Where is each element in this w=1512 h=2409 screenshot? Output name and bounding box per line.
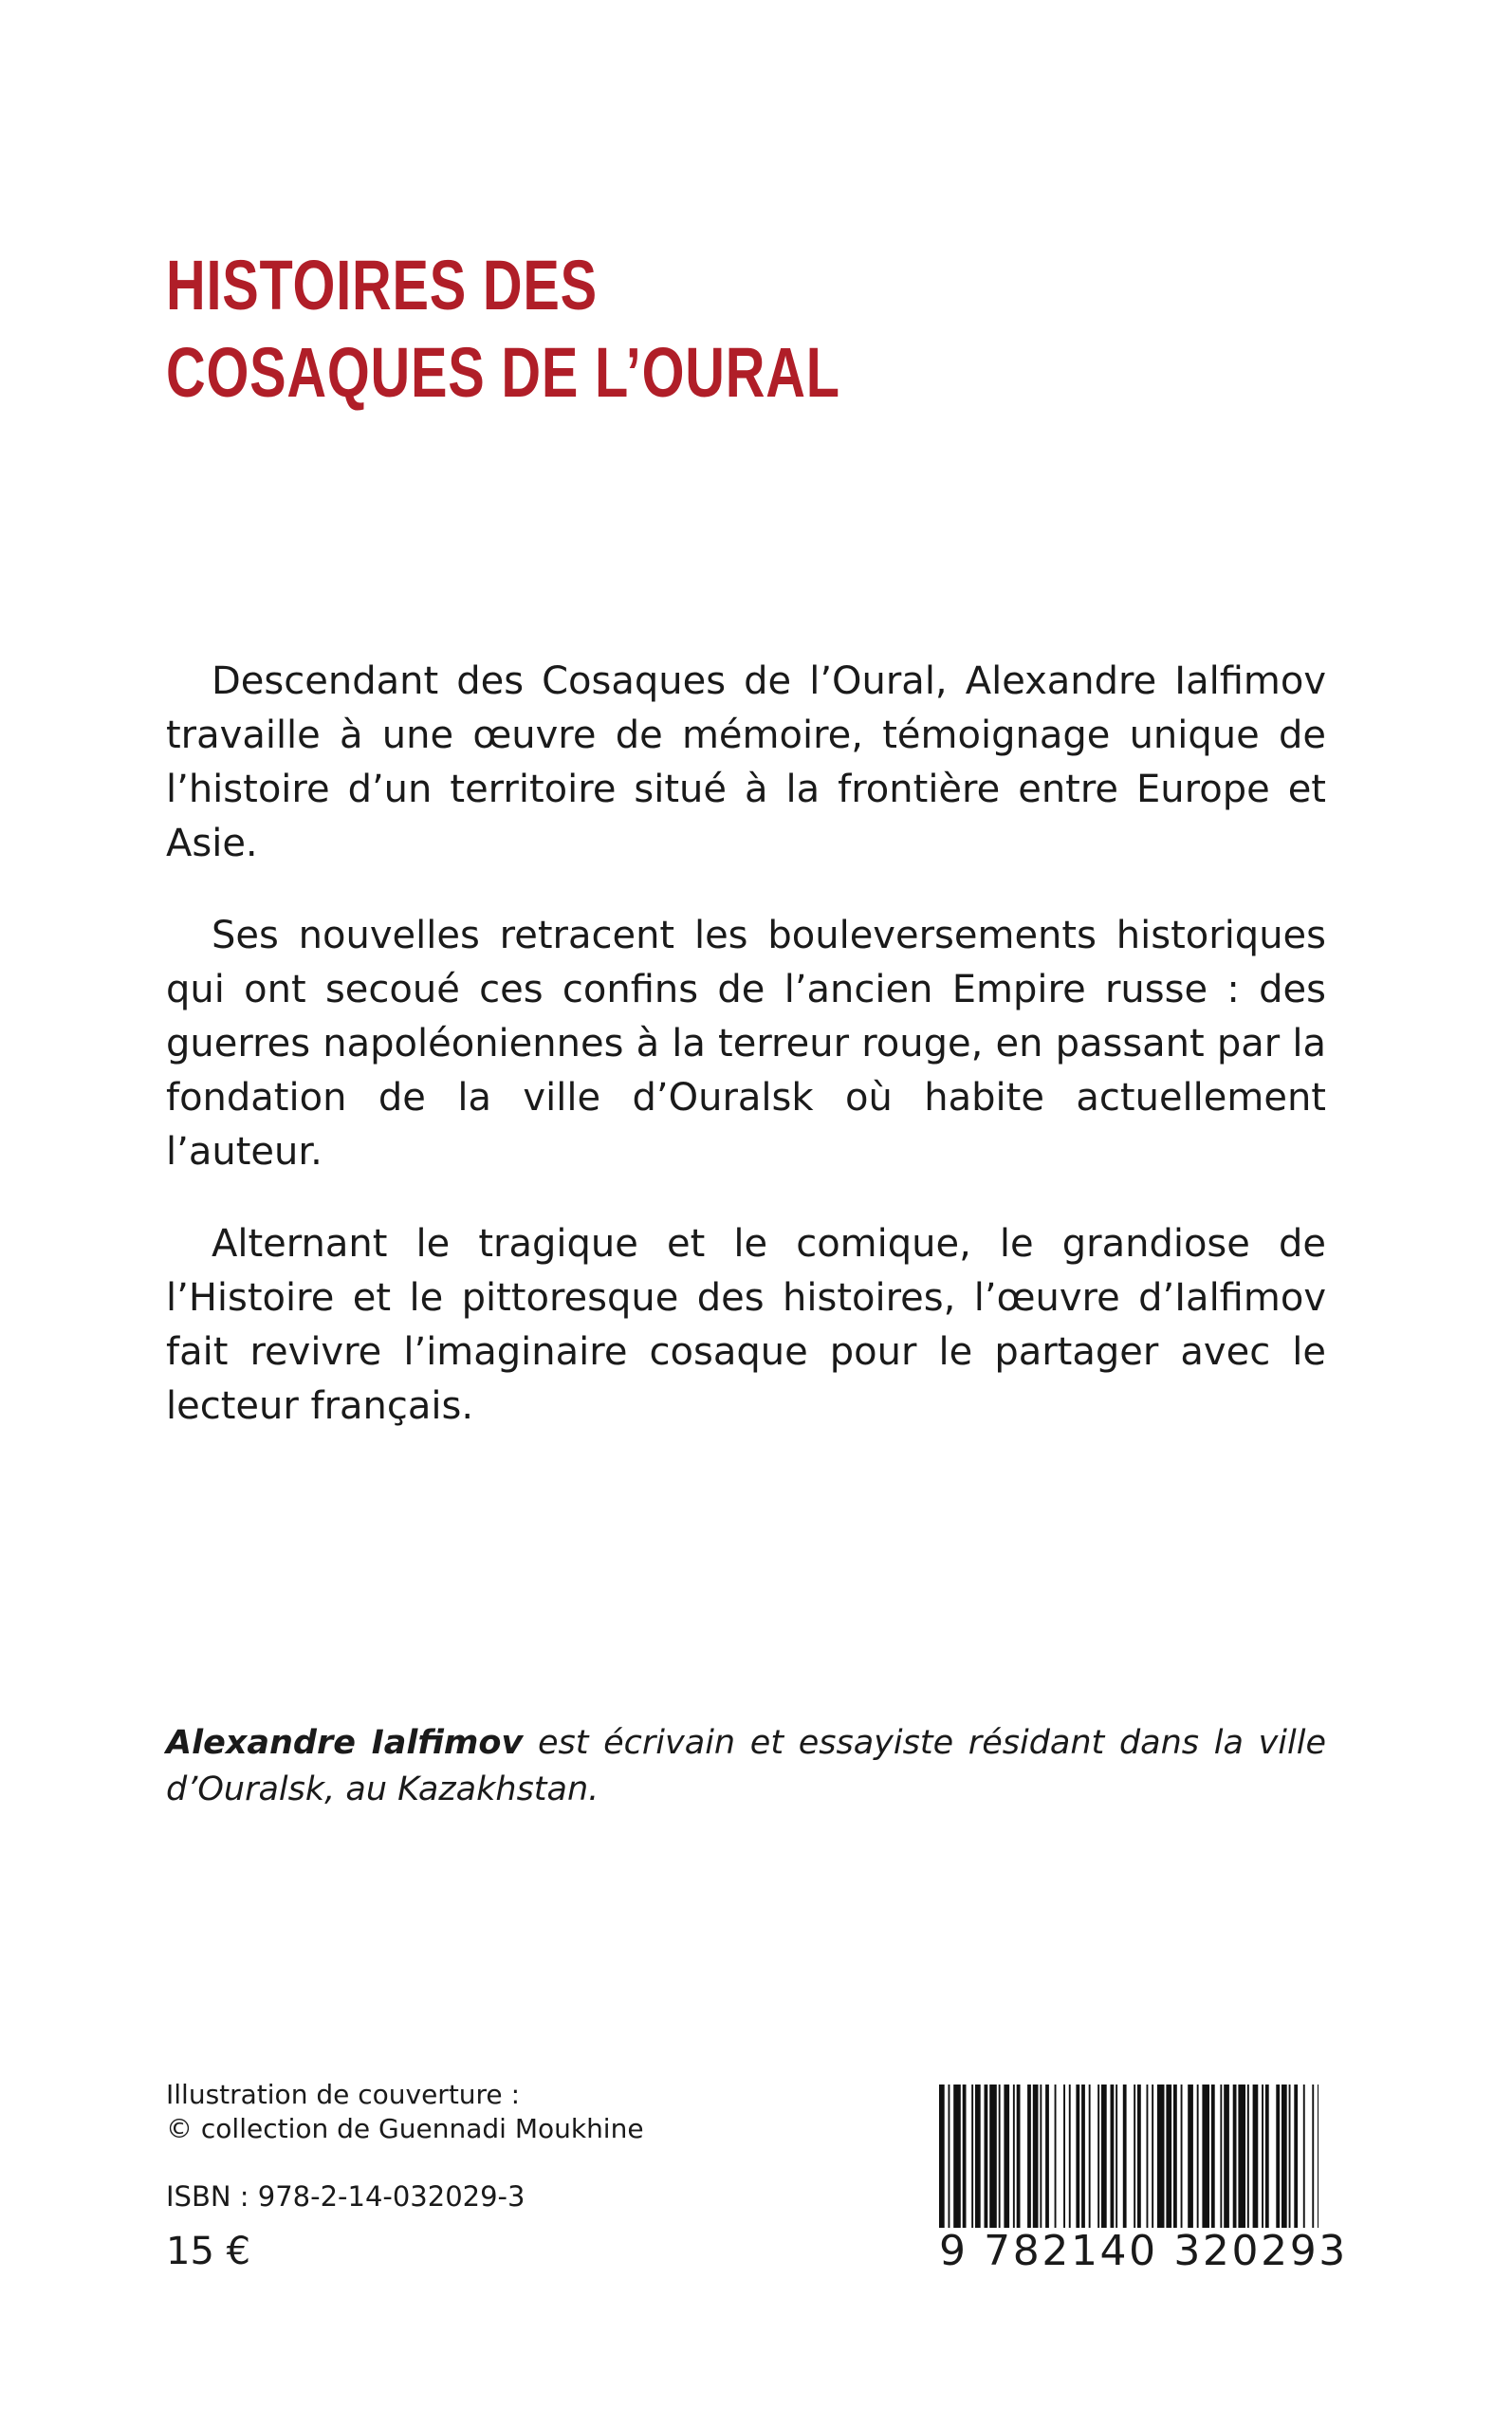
barcode-bar [1233,2085,1237,2241]
barcode-bar [1069,2085,1071,2241]
barcode-bar [1173,2085,1177,2241]
barcode-bar [1152,2085,1153,2241]
barcode-bar [1197,2085,1199,2241]
barcode-bar [1220,2085,1222,2241]
barcode-bar [953,2085,961,2241]
blurb-paragraph-3: Alternant le tragique et le comique, le grandiose de l’Histoire et le pittoresque des histoires, l’œuvre d’Ialfimov fait revivre l’imaginaire cosaque pour le partager avec le lecteur français. [166,1222,1326,1428]
barcode-bar [1055,2085,1057,2241]
barcode-bar [1081,2085,1085,2241]
barcode-bar [1188,2085,1193,2241]
book-title-line-2: COSAQUES DE L’OURAL [166,333,840,412]
barcode-bar [1262,2085,1263,2241]
barcode-bar [1137,2085,1141,2241]
barcode-bar [1276,2085,1280,2241]
barcode-bar [971,2085,973,2241]
barcode-bar [1063,2085,1065,2241]
barcode-bar [1089,2085,1091,2241]
barcode-bar [1123,2085,1127,2241]
barcode-bar [1134,2085,1135,2241]
blurb-paragraph-1: Descendant des Cosaques de l’Oural, Alexandre Ialfimov travaille à une œuvre de mémoire, témoignage unique de l’histoire d’un territoire situé à la frontière entre Europe et Asie. [166,659,1326,865]
barcode-bar [1294,2085,1298,2241]
barcode-bar [1282,2085,1287,2241]
barcode-bar [1116,2085,1117,2241]
barcode-bar [975,2085,981,2241]
barcode-bar [1147,2085,1149,2241]
barcode-bar [1040,2085,1042,2241]
barcode-bar [1097,2085,1099,2241]
barcode-bar [1101,2085,1107,2241]
barcode-bar [1265,2085,1269,2241]
barcode-bar [949,2085,950,2241]
barcode-bar [1211,2085,1215,2241]
blurb [166,655,1326,1472]
barcode-bar [985,2085,988,2241]
barcode-bar [1045,2085,1049,2241]
barcode-bar [1202,2085,1209,2241]
barcode-bar [1111,2085,1115,2241]
barcode-bar [1312,2085,1314,2241]
barcode-bar [1076,2085,1079,2241]
barcode-bar [1224,2085,1229,2241]
barcode-bar [963,2085,967,2241]
barcode-bar [1303,2085,1305,2241]
price: 15 € [166,2230,251,2273]
barcode-bar [939,2085,945,2241]
barcode-bar [1247,2085,1249,2241]
illustration-credit-line-2: © collection de Guennadi Moukhine [166,2113,644,2144]
barcode-bar [989,2085,997,2241]
barcode-bar [1253,2085,1259,2241]
isbn: ISBN : 978-2-14-032029-3 [166,2180,526,2213]
barcode-bar [999,2085,1001,2241]
illustration-credit [166,2078,644,2146]
blurb-paragraph-2: Ses nouvelles retracent les bouleversements historiques qui ont secoué ces confins de l’ancien Empire russe : des guerres napoléoniennes à la terreur rouge, en passant par la fondation de la ville d’Ouralsk où habite actuellement l’auteur. [166,914,1326,1174]
barcode-bar [1289,2085,1291,2241]
barcode-bar [1017,2085,1021,2241]
barcode-bar [1238,2085,1245,2241]
barcode-bar [1033,2085,1039,2241]
barcode-bar [1013,2085,1015,2241]
barcode-bar [1027,2085,1031,2241]
barcode-bar [1166,2085,1171,2241]
barcode-bar [1181,2085,1183,2241]
barcode-number: 9 782140 320293 [939,2227,1348,2275]
book-title [166,242,1054,417]
barcode-bars [939,2085,1318,2241]
barcode-bar [1004,2085,1009,2241]
barcode-bar [1157,2085,1165,2241]
author-bio [166,1720,1326,1813]
book-title-line-1: HISTOIRES DES [166,246,598,324]
author-bio-text: est écrivain et essayiste résidant dans la ville d’Ouralsk, au Kazakhstan. [166,1724,1327,1808]
author-name: Alexandre Ialfimov [166,1724,524,1762]
illustration-credit-line-1: Illustration de couverture : [166,2079,520,2110]
